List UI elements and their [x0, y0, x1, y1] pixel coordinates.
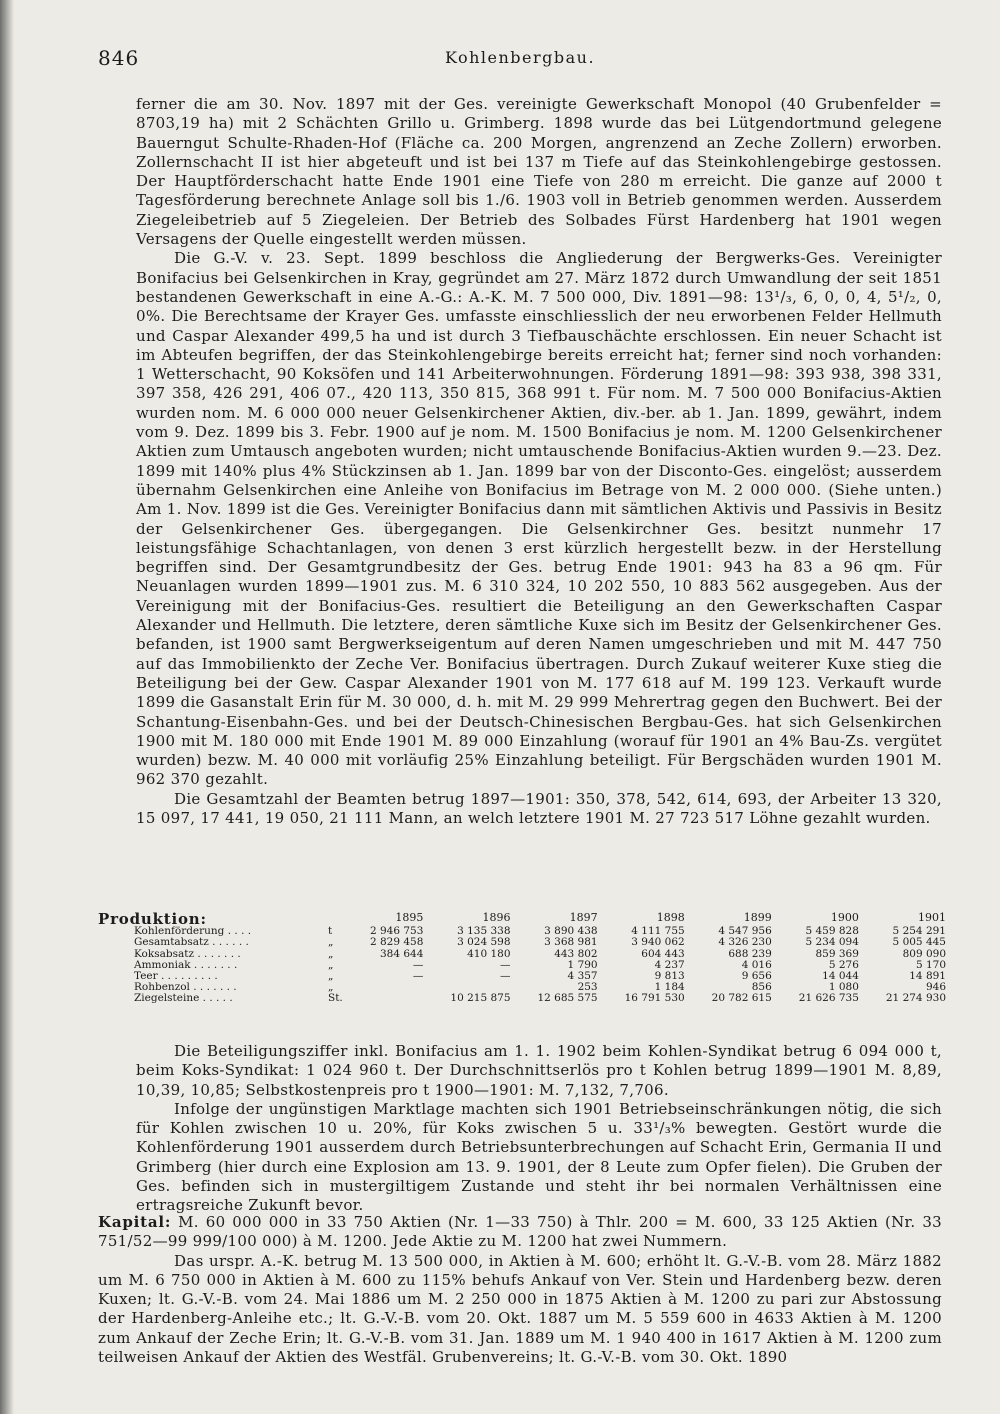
table-cell: 1 080 — [828, 981, 859, 994]
table-cell: 4 326 230 — [718, 936, 772, 949]
row-label: Rohbenzol . . . . . . . — [134, 981, 237, 994]
table-cell: 12 685 575 — [537, 992, 598, 1005]
capital-first — [98, 1213, 942, 1252]
table-cell: 443 802 — [554, 947, 598, 960]
table-cell: 5 170 — [915, 958, 946, 971]
table-cell: 4 357 — [567, 970, 598, 983]
table-cell: 859 369 — [815, 947, 859, 960]
table-cell: 9 813 — [654, 970, 685, 983]
table-cell: 410 180 — [467, 947, 511, 960]
row-unit: „ — [328, 981, 334, 994]
table-cell: 1 790 — [567, 958, 598, 971]
table-cell: — — [500, 970, 511, 983]
production-table — [134, 912, 946, 1005]
table-cell: 4 237 — [654, 958, 685, 971]
table-cell: 604 443 — [641, 947, 685, 960]
row-label: Teer . . . . . . . . . — [134, 970, 218, 983]
table-cell: 5 276 — [828, 958, 859, 971]
table-cell: 2 829 458 — [369, 936, 424, 949]
table-cell: 14 044 — [822, 970, 859, 983]
table-row — [134, 949, 946, 960]
table-cell: 1 184 — [654, 981, 685, 994]
scan-edge-shadow — [0, 0, 14, 1414]
table-cell: 946 — [925, 981, 946, 994]
paragraph-beteiligung: Die Beteiligungsziffer inkl. Bonifacius am 1. 1. 1902 beim Kohlen-Syndikat betrug 6 094 000 t, beim Koks-Syndikat: 1 024 960 t. Der Durchschnittserlös pro t Kohlen betrug 1899—1901 M. 8,89, 10,39, 10,85; Selbstkostenpreis pro t 1900—1901: M. 7,132, 7,706. — [136, 1042, 942, 1099]
paragraph-bonifacius: Die G.-V. v. 23. Sept. 1899 beschloss die Angliederung der Bergwerks-Ges. Vereinigter Bonifacius bei Gelsenkirchen in Kray, gegründet am 27. März 1872 durch Umwandlung der seit 1851 bestandenen Gewerkschaft in eine A.-G.: A.-K. M. 7 500 000, Div. 1891—98: 13¹/₃, 6, 0, 0, 4, 5¹/₂, 0, 0%. Die Berechtsame der Krayer Ges. umfasste einschliesslich der neu erworbenen Felder Hellmuth und Caspar Alexander 499,5 ha und ist durch 3 Tiefbauschächte erschlossen. Ein neuer Schacht ist im Abteufen begriffen, der das Steinkohlengebirge bereits erreicht hat; ferner sind noch vorhanden: 1 Wetterschacht, 90 Koksöfen und 141 Arbeiterwohnungen. Förderung 1891—98: 393 938, 398 331, 397 358, 426 291, 406 07., 420 113, 350 815, 368 991 t. Für nom. M. 7 500 000 Bonifacius-Aktien wurden nom. M. 6 000 000 neuer Gelsenkirchener Aktien, div.-ber. ab 1. Jan. 1899, gewährt, indem vom 9. Dez. 1899 bis 3. Febr. 1900 auf je nom. M. 1500 Bonifacius je nom. M. 1200 Gelsenkirchener Aktien zum Umtausch angeboten wurden; nicht umtauschende Bonifacius-Aktien wurden 9.—23. Dez. 1899 mit 140% plus 4% Stückzinsen ab 1. Jan. 1899 bar von der Disconto-Ges. eingelöst; ausserdem übernahm Gelsenkirchen eine Anleihe von Bonifacius im Betrage von M. 2 000 000. (Siehe unten.) Am 1. Nov. 1899 ist die Ges. Vereinigter Bonifacius dann mit sämtlichen Aktivis und Passivis in Besitz der Gelsenkirchener Ges. übergegangen. Die Gelsenkirchner Ges. besitzt nunmehr 17 leistungsfähige Schachtanlagen, von denen 3 erst kürzlich hergestellt bezw. in der Herstellung begriffen sind. Der Gesamtgrundbesitz der Ges. betrug Ende 1901: 943 ha 83 a 96 qm. Für Neuanlagen wurden 1899—1901 zus. M. 6 310 324, 10 202 550, 10 883 562 ausgegeben. Aus der Vereinigung mit der Bonifacius-Ges. resultiert die Beteiligung an den Gewerkschaften Caspar Alexander und Hellmuth. Die letztere, deren sämtliche Kuxe sich im Besitz der Gelsenkirchener Ges. befanden, ist 1900 samt Bergwerkseigentum auf deren Namen umgeschrieben und mit M. 447 750 auf das Immobilienkto der Zeche Ver. Bonifacius übertragen. Durch Zukauf weiterer Kuxe stieg die Beteiligung bei der Gew. Caspar Alexander 1901 von M. 177 618 auf M. 199 123. Verkauft wurde 1899 die Gasanstalt Erin für M. 30 000, d. h. mit M. 29 999 Mehrertrag gegen den Buchwert. Bei der Schantung-Eisenbahn-Ges. und bei der Deutsch-Chinesischen Bergbau-Ges. hat sich Gelsenkirchen 1900 mit M. 180 000 mit Ende 1901 M. 89 000 Einzahlung (worauf für 1901 an 4% Bau-Zs. vergütet wurden) bezw. M. 40 000 mit vorläufig 25% Einzahlung beteiligt. Für Bergschäden wurden 1901 M. 962 370 gezahlt. — [136, 249, 942, 789]
table-cell — [346, 993, 423, 1004]
row-label: Ammoniak . . . . . . . — [134, 958, 238, 971]
page-header — [98, 46, 942, 76]
table-cell: 2 946 753 — [369, 925, 424, 938]
running-title: Kohlenbergbau. — [444, 48, 596, 67]
table-cell: 16 791 530 — [624, 992, 685, 1005]
table-cell: 688 239 — [728, 947, 772, 960]
table-row — [134, 971, 946, 982]
table-cell: 5 005 445 — [892, 936, 946, 949]
table-cell: 3 135 338 — [457, 925, 511, 938]
table-cell: 384 644 — [380, 947, 424, 960]
row-label: Koksabsatz . . . . . . . — [134, 947, 241, 960]
capital-label: Kapital: — [98, 1213, 172, 1231]
capital-first-text: M. 60 000 000 in 33 750 Aktien (Nr. 1—33 750) à Thlr. 200 = M. 600, 33 125 Aktien (Nr. 33 751/52—99 999/100 000) à M. 1200. Jede Aktie zu M. 1200 hat zwei Nummern. — [98, 1213, 943, 1251]
row-label: Kohlenförderung . . . . — [134, 925, 252, 938]
paragraph-marktlage: Infolge der ungünstigen Marktlage machten sich 1901 Betriebseinschränkungen nötig, die sich für Kohlen zwischen 10 u. 20%, für Koks zwischen 5 u. 33¹/₃% bewegten. Gestört wurde die Kohlenförderung 1901 ausserdem durch Betriebsunterbrechungen auf Schacht Erin, Germania II und Grimberg (hier durch eine Explosion am 13. 9. 1901, der 8 Leute zum Opfer fielen). Die Gruben der Ges. befinden sich in mustergiltigem Zustande und steht ihr bei normalen Verhältnissen eine ertragsreiche Zukunft bevor. — [136, 1099, 942, 1215]
year-header: 1899 — [743, 911, 772, 924]
table-cell: — — [500, 958, 511, 971]
header-blank-unit — [324, 912, 346, 926]
table-cell: 4 016 — [741, 958, 772, 971]
page-number: 846 — [98, 46, 140, 70]
production-header-row — [134, 912, 946, 926]
table-cell: 809 090 — [902, 947, 946, 960]
paragraph-monopol: ferner die am 30. Nov. 1897 mit der Ges. vereinigte Gewerkschaft Monopol (40 Grubenfelder = 8703,19 ha) mit 2 Schächten Grillo u. Grimberg. 1898 wurde das bei Lütgendortmund gelegene Bauerngut Schulte-Rhaden-Hof (Fläche ca. 200 Morgen, angrenzend an Zeche Zollern) erworben. Zollernschacht II ist hier abgeteuft und ist bei 137 m Tiefe auf das Steinkohlengebirge gestossen. Der Hauptförderschacht hatte Ende 1901 eine Tiefe von 280 m erreicht. Die ganze auf 2000 t Tagesförderung berechnete Anlage soll bis 1./6. 1903 voll in Betrieb genommen werden. Ausserdem Ziegeleibetrieb auf 5 Ziegeleien. Der Betrieb des Solbades Fürst Hardenberg hat 1901 wegen Versagens der Quelle eingestellt werden müssen. — [136, 95, 942, 249]
table-cell: 4 111 755 — [631, 925, 685, 938]
table-cell: 3 940 062 — [631, 936, 685, 949]
capital-section — [98, 1213, 942, 1367]
after-table-text — [136, 1042, 942, 1216]
year-header: 1898 — [656, 911, 685, 924]
intro-text — [136, 95, 942, 828]
table-cell: 9 656 — [741, 970, 772, 983]
row-unit: „ — [328, 958, 334, 971]
row-label: Gesamtabsatz . . . . . . — [134, 936, 249, 949]
paragraph-beamten: Die Gesamtzahl der Beamten betrug 1897—1901: 350, 378, 542, 614, 693, der Arbeiter 13 320, 15 097, 17 441, 19 050, 21 111 Mann, an welch letztere 1901 M. 27 723 517 Löhne gezahlt wurden. — [136, 789, 942, 827]
table-cell: 5 234 094 — [805, 936, 859, 949]
table-cell: 253 — [577, 981, 598, 994]
table-cell: 21 626 735 — [798, 992, 859, 1005]
table-cell: — — [412, 958, 424, 971]
row-unit: „ — [328, 947, 334, 960]
row-unit: t — [328, 925, 333, 938]
production-label: Produktion: — [98, 910, 207, 928]
row-unit: St. — [328, 992, 343, 1005]
table-cell: 3 890 438 — [544, 925, 598, 938]
table-cell: 4 547 956 — [718, 925, 772, 938]
table-cell: 21 274 930 — [885, 992, 946, 1005]
table-cell: 14 891 — [909, 970, 946, 983]
table-cell: 20 782 615 — [711, 992, 772, 1005]
year-header: 1895 — [395, 911, 424, 924]
year-header: 1897 — [569, 911, 598, 924]
table-cell — [346, 982, 423, 993]
table-cell: 3 368 981 — [544, 936, 598, 949]
table-cell: 5 254 291 — [892, 925, 946, 938]
table-cell: 10 215 875 — [450, 992, 511, 1005]
year-header: 1900 — [830, 911, 859, 924]
row-unit: „ — [328, 970, 334, 983]
table-cell: 3 024 598 — [457, 936, 511, 949]
table-cell: 856 — [751, 981, 772, 994]
table-cell: 5 459 828 — [805, 925, 859, 938]
table-row — [134, 993, 946, 1004]
table-row — [134, 937, 946, 948]
table-cell: — — [412, 970, 424, 983]
year-header: 1901 — [918, 911, 946, 924]
row-unit: „ — [328, 936, 334, 949]
row-label: Ziegelsteine . . . . . — [134, 992, 233, 1005]
year-header: 1896 — [482, 911, 511, 924]
capital-second: Das urspr. A.-K. betrug M. 13 500 000, in Aktien à M. 600; erhöht lt. G.-V.-B. vom 28. März 1882 um M. 6 750 000 in Aktien à M. 600 zu 115% behufs Ankauf von Ver. Stein und Hardenberg bezw. deren Kuxen; lt. G.-V.-B. vom 24. Mai 1886 um M. 2 250 000 in 1875 Aktien à M. 1200 zu pari zur Abstossung der Hardenberg-Anleihe etc.; lt. G.-V.-B. vom 20. Okt. 1887 um M. 5 559 600 in 4633 Aktien à M. 1200 zum Ankauf der Zeche Erin; lt. G.-V.-B. vom 31. Jan. 1889 um M. 1 940 400 in 1617 Aktien à M. 1200 zum teilweisen Ankauf der Aktien des Westfäl. Grubenvereins; lt. G.-V.-B. vom 30. Okt. 1890 — [98, 1251, 942, 1367]
header-blank — [134, 912, 324, 926]
